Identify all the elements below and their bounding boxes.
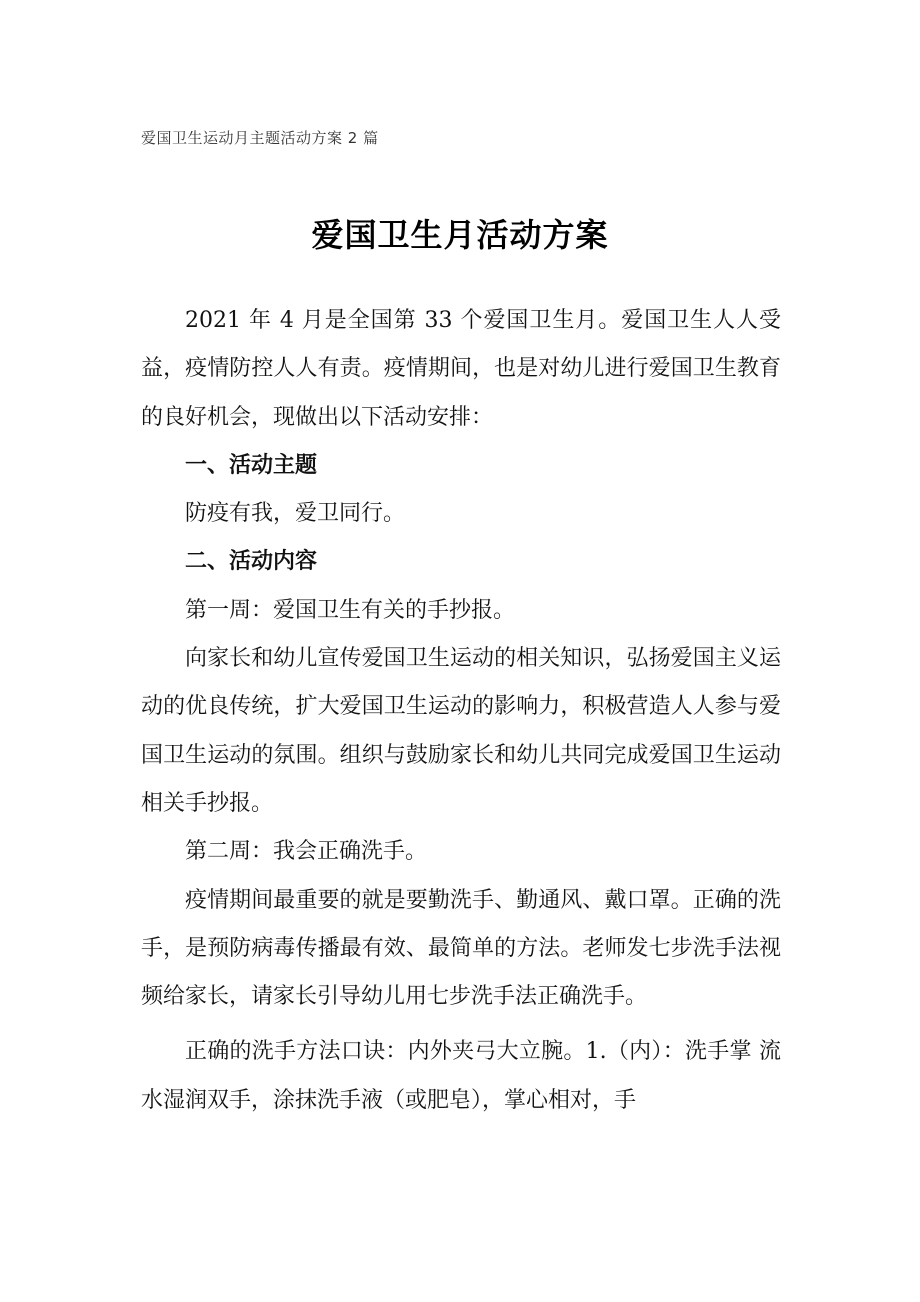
theme-paragraph: 防疫有我，爱卫同行。: [185, 501, 406, 527]
week1-title: 第一周：爱国卫生有关的手抄报。: [185, 597, 516, 623]
week2-title: 第二周：我会正确洗手。: [185, 839, 428, 865]
document-body: [141, 297, 781, 1125]
running-header: 爱国卫生运动月主题活动方案 2 篇: [141, 129, 379, 147]
section-heading-content: 二、活动内容: [185, 549, 318, 575]
handwash-paragraph: 正确的洗手方法口诀：内外夹弓大立腕。1.（内）：洗手掌 流水湿润双手，涂抹洗手液（或肥皂），掌心相对，手: [141, 1039, 781, 1113]
intro-paragraph: 2021 年 4 月是全国第 33 个爱国卫生月。爱国卫生人人受益，疫情防控人人有责。疫情期间，也是对幼儿进行爱国卫生教育的良好机会，现做出以下活动安排：: [141, 308, 781, 430]
week2-paragraph: 疫情期间最重要的就是要勤洗手、勤通风、戴口罩。正确的洗手，是预防病毒传播最有效、最简单的方法。老师发七步洗手法视频给家长，请家长引导幼儿用七步洗手法正确洗手。: [141, 887, 781, 1010]
section-heading-theme: 一、活动主题: [185, 452, 318, 478]
document-title: 爱国卫生月活动方案: [311, 216, 609, 254]
week1-paragraph: 向家长和幼儿宣传爱国卫生运动的相关知识，弘扬爱国主义运动的优良传统，扩大爱国卫生运动的影响力，积极营造人人参与爱国卫生运动的氛围。组织与鼓励家长和幼儿共同完成爱国卫生运动相关手抄报。: [141, 646, 781, 816]
